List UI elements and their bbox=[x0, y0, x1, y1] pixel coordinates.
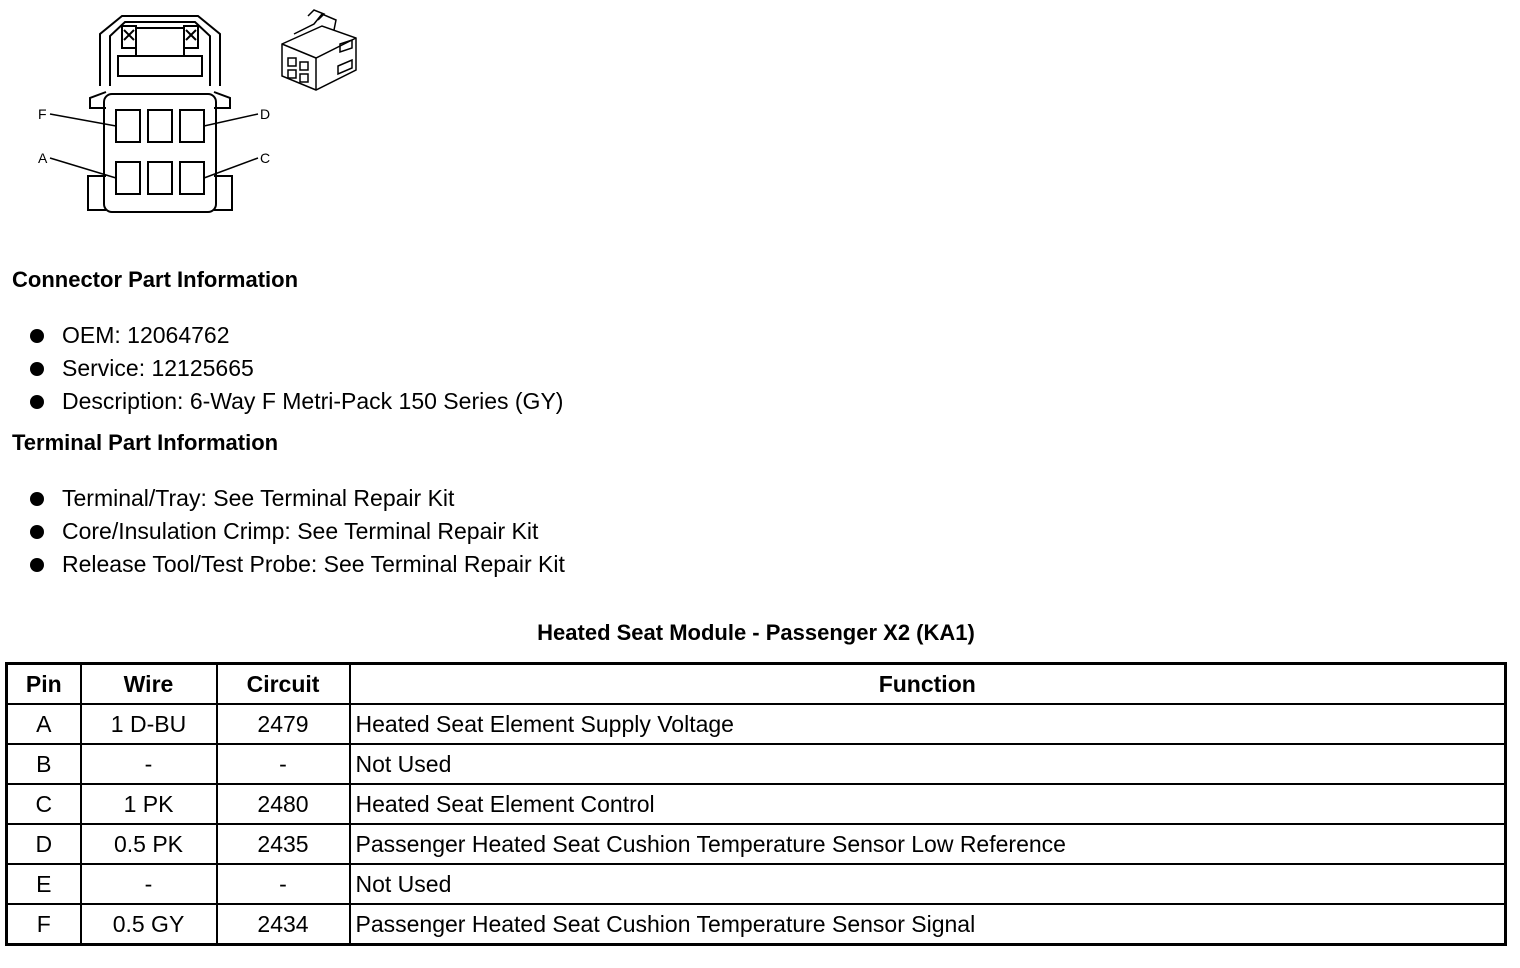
table-row bbox=[7, 904, 1506, 945]
list-item bbox=[30, 385, 563, 418]
cell-wire: 0.5 PK bbox=[81, 824, 217, 864]
cell-pin: D bbox=[7, 824, 81, 864]
cell-pin: B bbox=[7, 744, 81, 784]
cell-wire: - bbox=[81, 864, 217, 904]
pin-label-c: C bbox=[260, 150, 271, 166]
pin-label-a: A bbox=[38, 150, 48, 166]
table-row bbox=[7, 864, 1506, 904]
cell-function: Not Used bbox=[350, 864, 1506, 904]
pin-table bbox=[5, 662, 1507, 946]
pin-label-d: D bbox=[260, 106, 271, 122]
terminal-info-release-tool: Release Tool/Test Probe: See Terminal Repair Kit bbox=[62, 551, 565, 577]
cell-wire: - bbox=[81, 744, 217, 784]
connector-info-title: Connector Part Information bbox=[12, 267, 299, 292]
cell-wire: 1 PK bbox=[81, 784, 217, 824]
cell-circuit: 2479 bbox=[217, 704, 350, 744]
cell-function: Passenger Heated Seat Cushion Temperature Sensor Low Reference bbox=[350, 824, 1506, 864]
cell-pin: C bbox=[7, 784, 81, 824]
connector-info-list bbox=[30, 319, 563, 418]
pin-table-title: Heated Seat Module - Passenger X2 (KA1) bbox=[537, 620, 975, 645]
table-row bbox=[7, 704, 1506, 744]
connector-info-description: Description: 6-Way F Metri-Pack 150 Series (GY) bbox=[62, 388, 564, 414]
header-pin: Pin bbox=[7, 664, 81, 705]
header-circuit: Circuit bbox=[217, 664, 350, 705]
table-header-row bbox=[7, 664, 1506, 705]
cell-wire: 0.5 GY bbox=[81, 904, 217, 945]
bullet-icon bbox=[30, 492, 44, 506]
terminal-info-tray: Terminal/Tray: See Terminal Repair Kit bbox=[62, 485, 455, 511]
bullet-icon bbox=[30, 329, 44, 343]
table-row bbox=[7, 824, 1506, 864]
connector-info-service: Service: 12125665 bbox=[62, 355, 254, 381]
connector-isometric-icon bbox=[274, 4, 364, 94]
table-row bbox=[7, 784, 1506, 824]
list-item bbox=[30, 548, 565, 581]
cell-function: Heated Seat Element Supply Voltage bbox=[350, 704, 1506, 744]
bullet-icon bbox=[30, 558, 44, 572]
cell-pin: F bbox=[7, 904, 81, 945]
bullet-icon bbox=[30, 395, 44, 409]
list-item bbox=[30, 352, 563, 385]
cell-function: Not Used bbox=[350, 744, 1506, 784]
cell-function: Passenger Heated Seat Cushion Temperature Sensor Signal bbox=[350, 904, 1506, 945]
terminal-info-list bbox=[30, 482, 565, 581]
header-wire: Wire bbox=[81, 664, 217, 705]
cell-pin: A bbox=[7, 704, 81, 744]
cell-circuit: - bbox=[217, 744, 350, 784]
cell-circuit: 2434 bbox=[217, 904, 350, 945]
pin-label-f: F bbox=[38, 106, 47, 122]
list-item bbox=[30, 482, 565, 515]
table-row bbox=[7, 744, 1506, 784]
cell-function: Heated Seat Element Control bbox=[350, 784, 1506, 824]
cell-circuit: 2480 bbox=[217, 784, 350, 824]
bullet-icon bbox=[30, 362, 44, 376]
connector-info-oem: OEM: 12064762 bbox=[62, 322, 230, 348]
cell-pin: E bbox=[7, 864, 81, 904]
connector-face-diagram bbox=[30, 8, 280, 218]
terminal-info-title: Terminal Part Information bbox=[12, 430, 279, 455]
header-function: Function bbox=[350, 664, 1506, 705]
terminal-info-crimp: Core/Insulation Crimp: See Terminal Repair Kit bbox=[62, 518, 539, 544]
cell-wire: 1 D-BU bbox=[81, 704, 217, 744]
bullet-icon bbox=[30, 525, 44, 539]
list-item bbox=[30, 319, 563, 352]
list-item bbox=[30, 515, 565, 548]
cell-circuit: 2435 bbox=[217, 824, 350, 864]
cell-circuit: - bbox=[217, 864, 350, 904]
